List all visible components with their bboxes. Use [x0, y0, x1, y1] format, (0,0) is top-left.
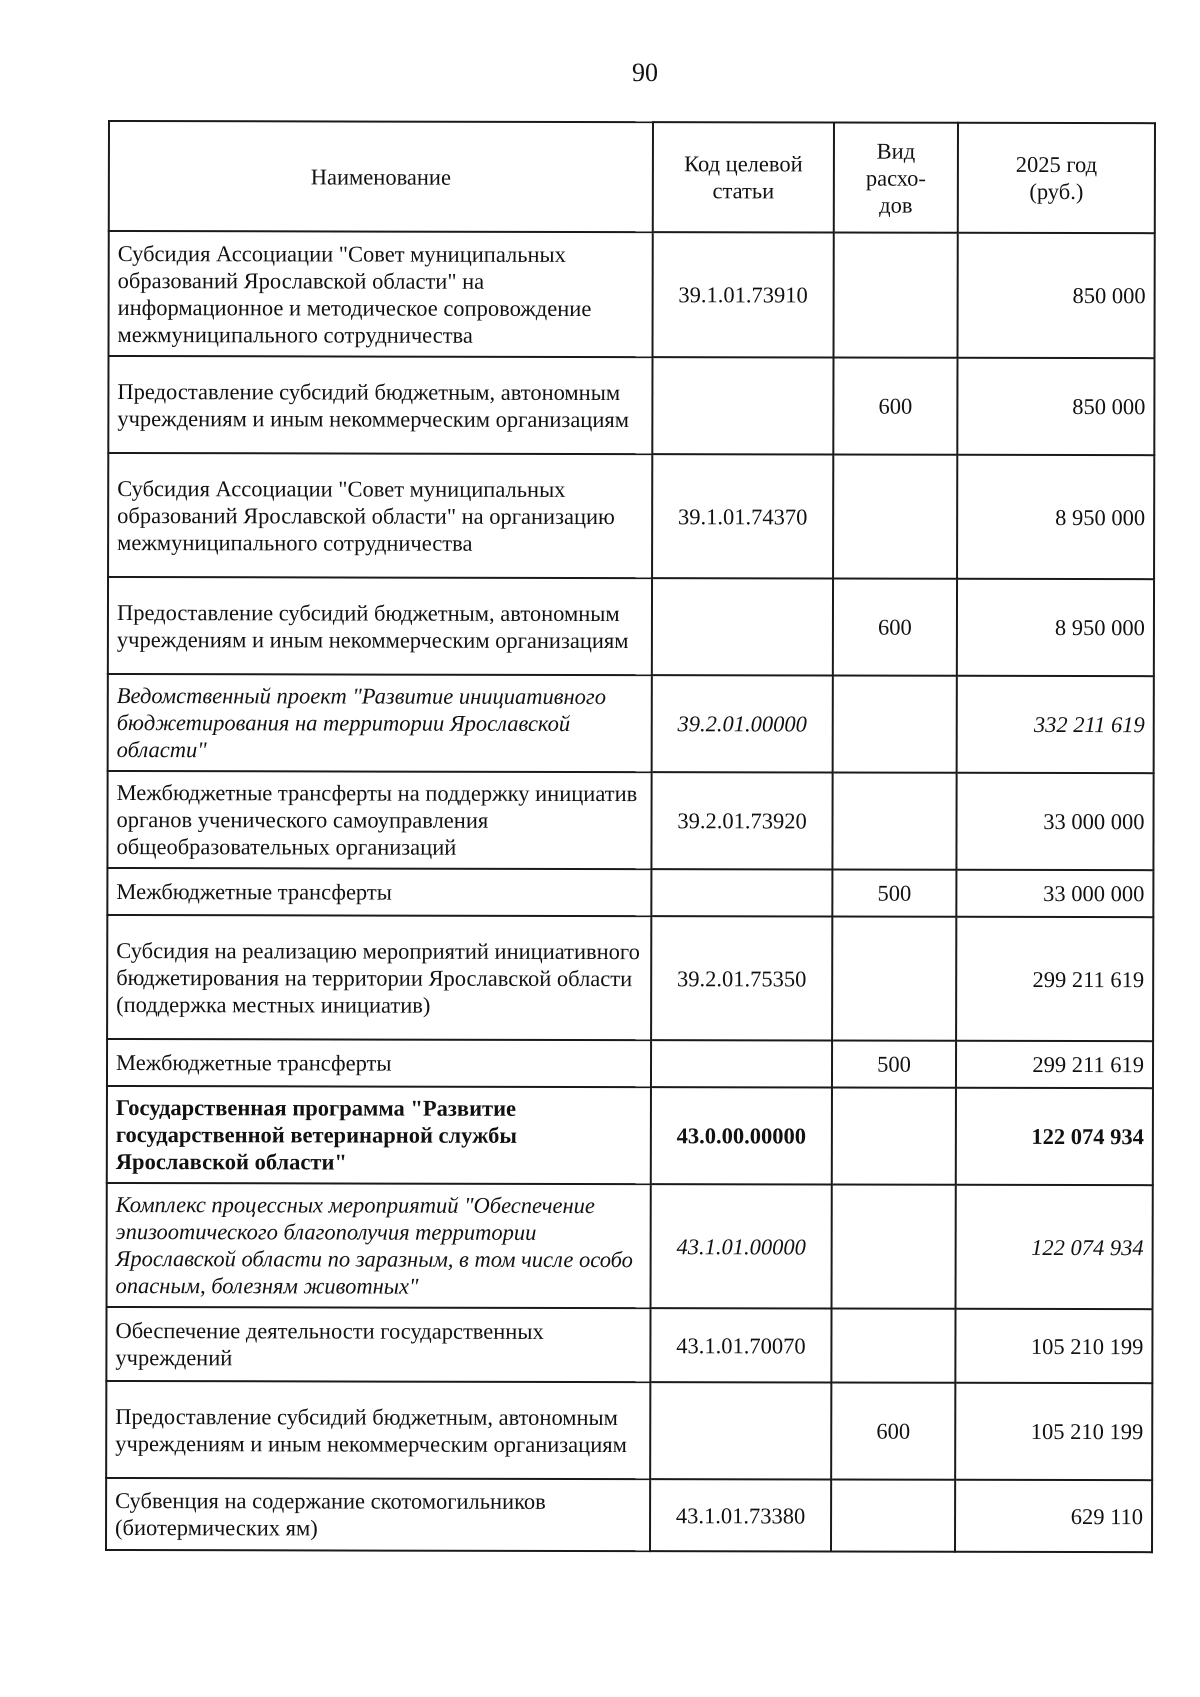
- table-row: [108, 674, 1154, 773]
- row-name: Межбюджетные трансферты на поддержку инициатив органов ученического самоуправления общеобразовательных организаций: [107, 771, 651, 869]
- row-code: [650, 1382, 831, 1479]
- row-code: 39.2.01.00000: [652, 675, 833, 772]
- row-code: 43.0.00.00000: [651, 1087, 832, 1184]
- row-name: Предоставление субсидий бюджетным, автономным учреждениям и иным некоммерческим организациям: [106, 1381, 650, 1479]
- row-name: Предоставление субсидий бюджетным, автономным учреждениям и иным некоммерческим организациям: [108, 356, 652, 454]
- header-kind-line3: дов: [879, 192, 913, 218]
- row-kind: 600: [833, 579, 957, 676]
- header-amount-line1: 2025 год: [1015, 151, 1098, 178]
- budget-table: [105, 120, 1156, 1553]
- row-kind: [832, 773, 956, 870]
- header-code-line1: Код целевой: [684, 151, 803, 177]
- row-amount: 33 000 000: [956, 773, 1153, 870]
- header-code-line2: статьи: [712, 178, 775, 204]
- row-kind: 600: [831, 1383, 955, 1480]
- row-code: 39.1.01.74370: [652, 454, 833, 578]
- page-number: 90: [632, 58, 658, 87]
- row-amount: 299 211 619: [956, 1041, 1153, 1088]
- row-kind: [833, 455, 957, 579]
- row-code: 43.1.01.00000: [651, 1184, 832, 1308]
- row-name: Комплекс процессных мероприятий "Обеспечение эпизоотического благополучия территории Ярославской области по заразным, в том числе особо опасным, болезням животных": [107, 1183, 651, 1308]
- row-name: Межбюджетные трансферты: [107, 868, 651, 916]
- row-amount: 850 000: [958, 233, 1155, 358]
- row-kind: [832, 1088, 956, 1185]
- row-code: 39.1.01.73910: [653, 232, 834, 357]
- row-name: Межбюджетные трансферты: [107, 1039, 651, 1087]
- table-row: [106, 1307, 1152, 1383]
- row-name: Субсидия Ассоциации "Совет муниципальных образований Ярославской области" на информационное и методическое сопровождение межмуниципального сотрудничества: [109, 231, 653, 357]
- header-name: [109, 121, 653, 232]
- table-row: [109, 231, 1155, 358]
- header-code: [653, 122, 834, 232]
- header-kind: [834, 123, 958, 233]
- row-kind: [832, 917, 956, 1041]
- table-row: [107, 1039, 1153, 1088]
- row-amount: 105 210 199: [955, 1383, 1152, 1480]
- header-kind-line1: Вид: [876, 138, 916, 164]
- table-row: [107, 1086, 1153, 1185]
- header-amount-line2: (руб.): [1029, 178, 1084, 205]
- row-amount: 8 950 000: [957, 455, 1154, 579]
- table-row: [106, 1478, 1152, 1552]
- table-row: [107, 915, 1153, 1041]
- row-code: [652, 578, 833, 675]
- row-amount: 122 074 934: [956, 1088, 1153, 1185]
- table-row: [108, 577, 1154, 676]
- table-header-row: [109, 121, 1155, 233]
- table-row: [107, 1183, 1153, 1309]
- row-name: Предоставление субсидий бюджетным, автономным учреждениям и иным некоммерческим организациям: [108, 577, 652, 675]
- table-row: [107, 771, 1153, 870]
- row-kind: 600: [833, 358, 957, 455]
- row-kind: 500: [832, 870, 956, 917]
- row-name: Государственная программа "Развитие государственной ветеринарной службы Ярославской области": [107, 1086, 651, 1184]
- header-kind-line2: расхо-: [865, 165, 926, 191]
- row-code: [652, 357, 833, 454]
- row-code: [651, 869, 832, 916]
- row-kind: [834, 233, 958, 358]
- row-code: 39.2.01.73920: [651, 772, 832, 869]
- row-code: 43.1.01.73380: [650, 1479, 831, 1551]
- row-amount: 299 211 619: [956, 917, 1153, 1041]
- row-code: [651, 1040, 832, 1087]
- row-name: Субвенция на содержание скотомогильников (биотермических ям): [106, 1478, 650, 1551]
- row-amount: 122 074 934: [956, 1185, 1153, 1309]
- row-amount: 850 000: [957, 358, 1154, 455]
- table-row: [106, 1381, 1152, 1480]
- row-amount: 629 110: [955, 1480, 1152, 1552]
- row-name: Субсидия на реализацию мероприятий инициативного бюджетирования на территории Ярославской области (поддержка местных инициатив): [107, 915, 651, 1040]
- table-row: [108, 356, 1154, 455]
- row-name: Субсидия Ассоциации "Совет муниципальных образований Ярославской области" на организацию межмуниципального сотрудничества: [108, 453, 652, 578]
- row-kind: [833, 676, 957, 773]
- row-kind: [831, 1480, 955, 1552]
- row-amount: 105 210 199: [955, 1309, 1152, 1383]
- row-kind: [832, 1185, 956, 1309]
- row-name: Обеспечение деятельности государственных учреждений: [106, 1307, 650, 1382]
- header-amount: [958, 123, 1155, 233]
- row-kind: [831, 1309, 955, 1383]
- row-code: 43.1.01.70070: [650, 1308, 831, 1382]
- table-row: [108, 453, 1154, 579]
- row-code: 39.2.01.75350: [651, 916, 832, 1040]
- table-row: [107, 868, 1153, 917]
- row-amount: 332 211 619: [957, 676, 1154, 773]
- row-name: Ведомственный проект "Развитие инициативного бюджетирования на территории Ярославской области": [108, 674, 652, 772]
- row-amount: 8 950 000: [957, 579, 1154, 676]
- header-name-label: Наименование: [310, 163, 452, 190]
- row-amount: 33 000 000: [956, 870, 1153, 917]
- row-kind: 500: [832, 1041, 956, 1088]
